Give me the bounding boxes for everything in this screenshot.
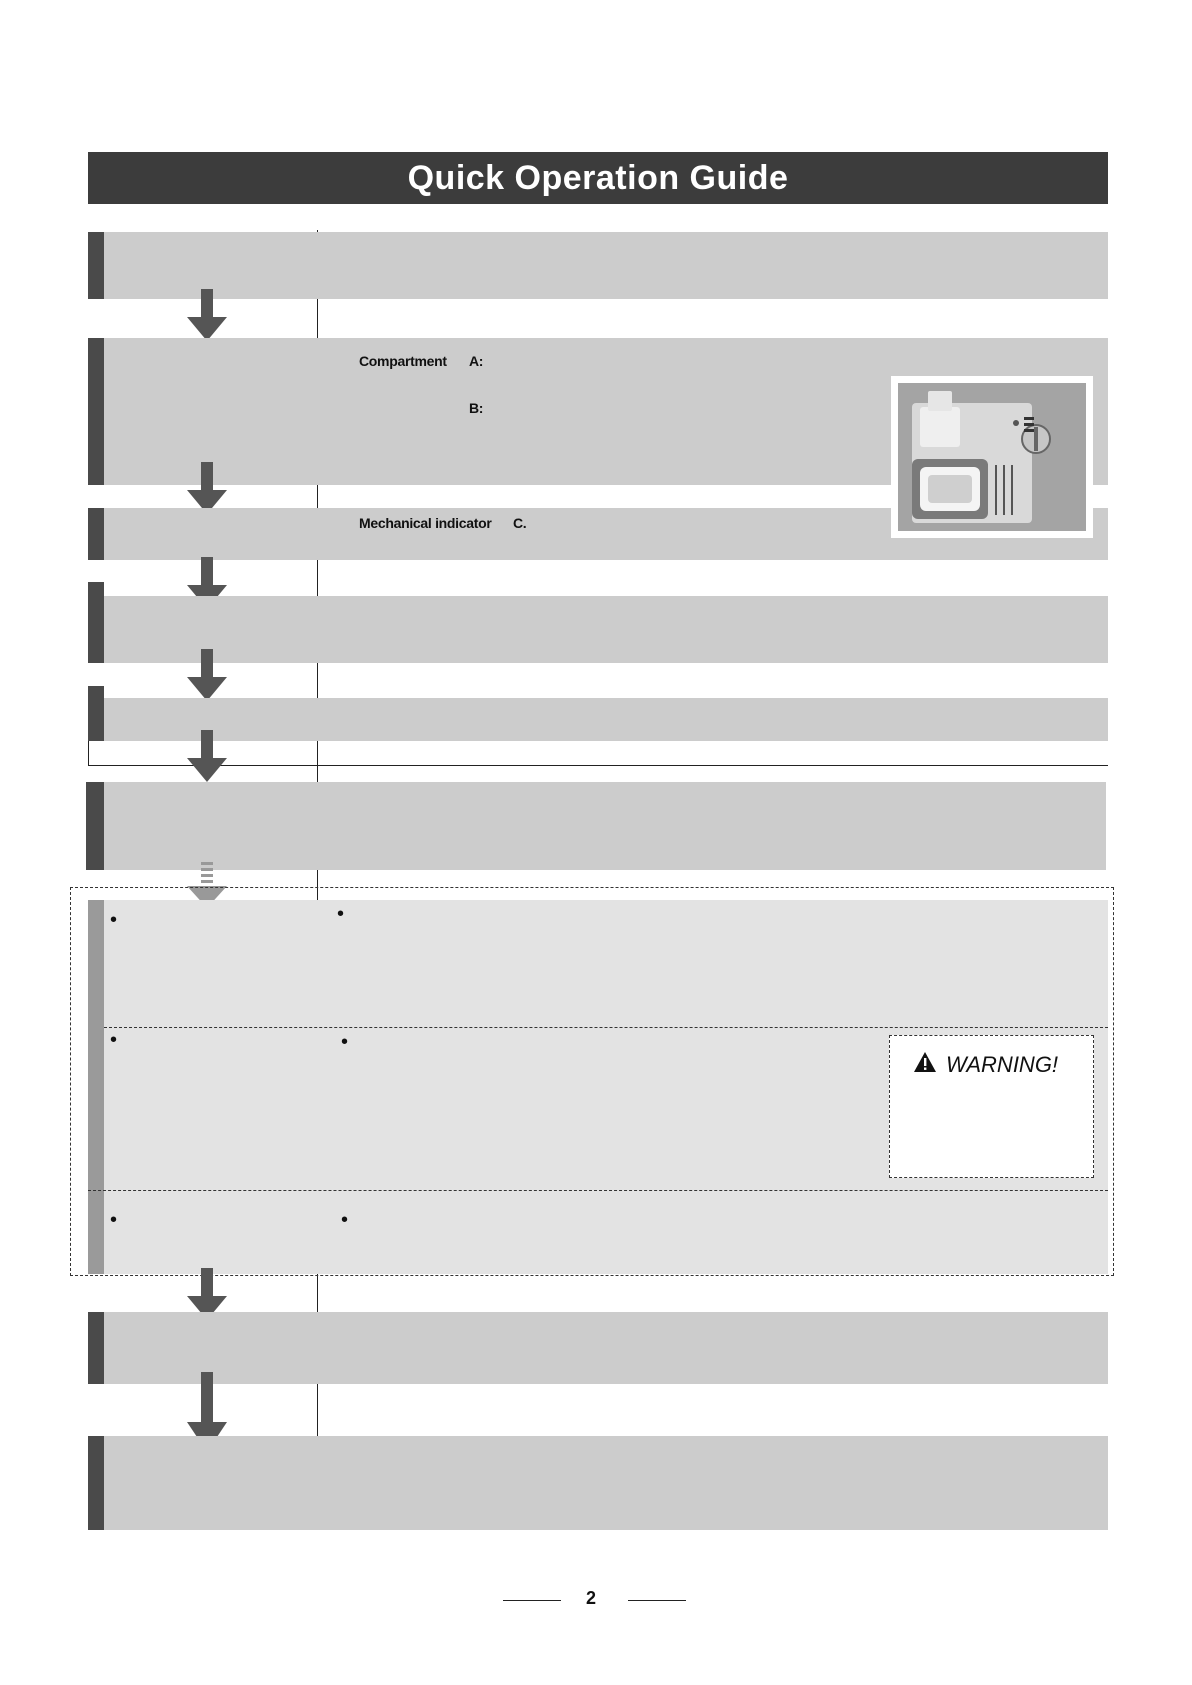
step-band-6 xyxy=(104,782,1106,870)
footer-rule-right xyxy=(628,1600,686,1601)
step-tab-6 xyxy=(86,782,104,870)
bullet-icon: • xyxy=(337,903,345,925)
optional-section-tab xyxy=(88,900,104,1274)
step-tab-8 xyxy=(88,1312,104,1384)
page-title: Quick Operation Guide xyxy=(88,152,1108,204)
warning-box xyxy=(889,1035,1094,1178)
step-tab-1 xyxy=(88,232,104,299)
step-tab-2 xyxy=(88,338,104,485)
step-band-1 xyxy=(104,232,1108,299)
warning-title-row xyxy=(914,1052,1058,1078)
step-band-4 xyxy=(104,596,1108,663)
step-tab-3 xyxy=(88,508,104,560)
step-tab-9 xyxy=(88,1436,104,1530)
step-tab-4 xyxy=(88,582,104,663)
footer-rule-left xyxy=(503,1600,561,1601)
down-arrow-icon xyxy=(187,289,227,341)
dispenser-photo xyxy=(891,376,1093,538)
optional-divider-2 xyxy=(88,1190,1108,1191)
compartment-b-label: B: xyxy=(469,400,484,416)
step-5-frame-bottom xyxy=(88,765,1108,766)
compartment-label: Compartment xyxy=(359,353,447,369)
down-arrow-icon xyxy=(187,730,227,782)
step-band-9 xyxy=(104,1436,1108,1530)
bullet-icon: • xyxy=(341,1031,349,1053)
step-band-5 xyxy=(104,698,1108,741)
down-arrow-icon xyxy=(187,462,227,514)
warning-triangle-icon xyxy=(914,1052,936,1078)
step-band-8 xyxy=(104,1312,1108,1384)
bullet-icon: • xyxy=(110,1209,118,1231)
page-number: 2 xyxy=(586,1588,597,1608)
bullet-icon: • xyxy=(341,1209,349,1231)
indicator-c-label: C. xyxy=(513,515,527,531)
warning-title: WARNING! xyxy=(946,1052,1059,1077)
step-tab-5 xyxy=(88,686,104,741)
indicator-label: Mechanical indicator xyxy=(359,515,492,531)
compartment-a-label: A: xyxy=(469,353,484,369)
down-arrow-icon xyxy=(187,649,227,701)
bullet-icon: • xyxy=(110,909,118,931)
optional-divider-1 xyxy=(104,1027,1108,1028)
step-5-frame-left xyxy=(88,741,89,765)
bullet-icon: • xyxy=(110,1029,118,1051)
